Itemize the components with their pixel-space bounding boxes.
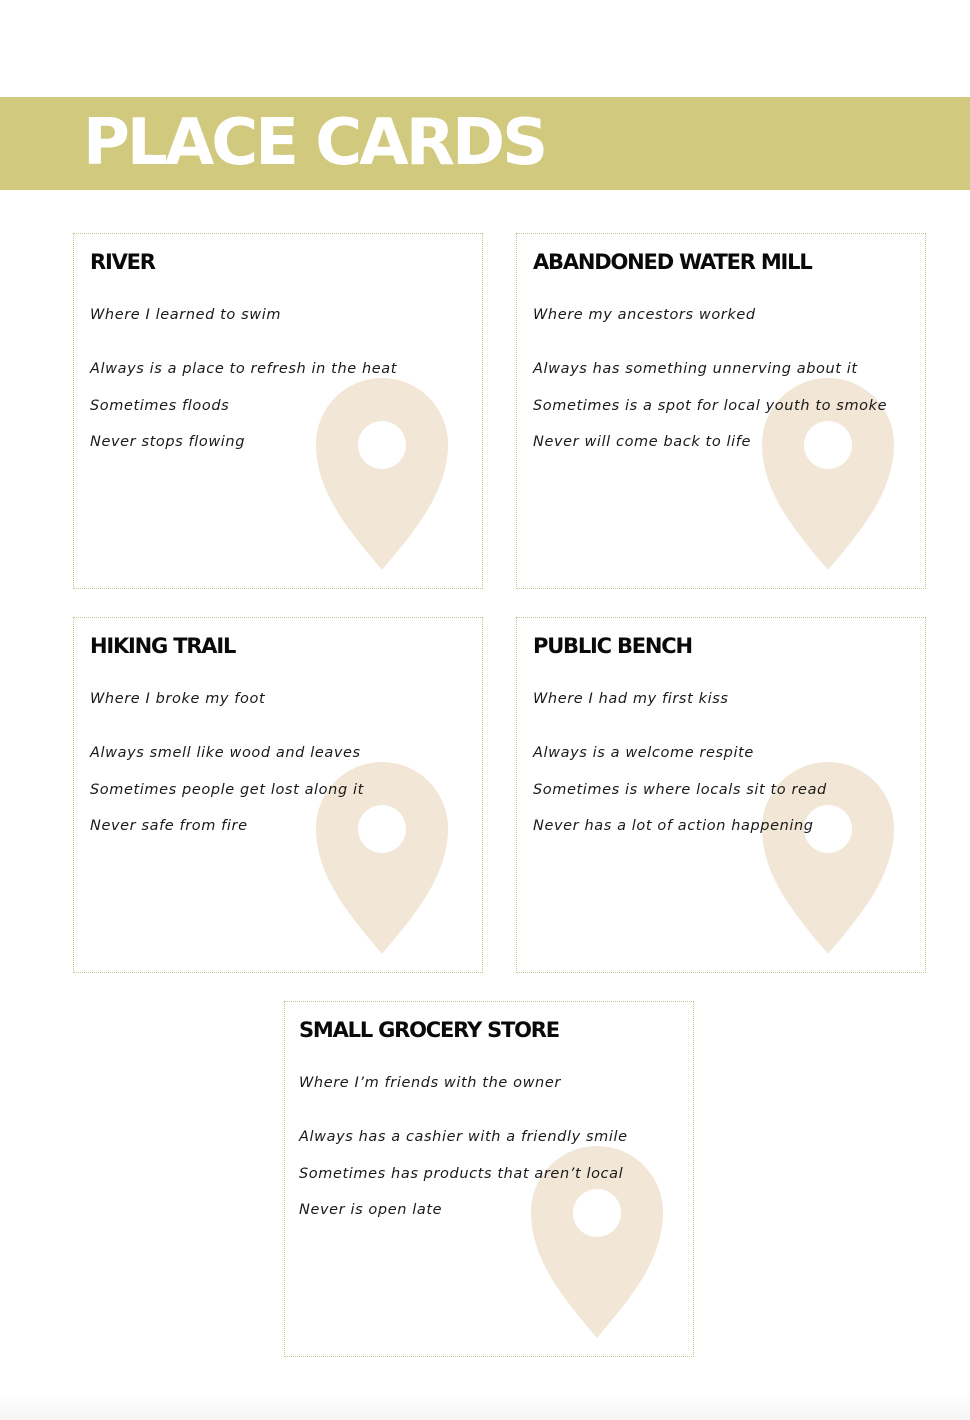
card-title: SMALL GROCERY STORE: [299, 1018, 559, 1042]
card-sometimes-text: Sometimes people get lost along it: [90, 782, 364, 798]
card-where-text: Where my ancestors worked: [533, 307, 756, 323]
card-never-text: Never safe from fire: [90, 818, 248, 834]
card-title: PUBLIC BENCH: [533, 634, 692, 658]
card-always-text: Always is a welcome respite: [533, 745, 754, 761]
card-sometimes-text: Sometimes floods: [90, 398, 230, 414]
card-where-text: Where I learned to swim: [90, 307, 282, 323]
card-never-text: Never will come back to life: [533, 434, 752, 450]
card-title: HIKING TRAIL: [90, 634, 236, 658]
card-title: ABANDONED WATER MILL: [533, 250, 812, 274]
page-title: PLACE CARDS: [83, 106, 546, 180]
place-card-public-bench: [516, 617, 926, 973]
card-where-text: Where I had my first kiss: [533, 691, 729, 707]
card-never-text: Never has a lot of action happening: [533, 818, 814, 834]
card-always-text: Always has a cashier with a friendly smile: [299, 1129, 628, 1145]
card-always-text: Always has something unnerving about it: [533, 361, 858, 377]
card-sometimes-text: Sometimes has products that aren’t local: [299, 1166, 624, 1182]
card-never-text: Never stops flowing: [90, 434, 246, 450]
location-pin-icon: [314, 376, 450, 570]
card-always-text: Always is a place to refresh in the heat: [90, 361, 398, 377]
place-card-river: [73, 233, 483, 589]
card-title: RIVER: [90, 250, 155, 274]
place-card-small-grocery-store: [284, 1001, 694, 1357]
card-always-text: Always smell like wood and leaves: [90, 745, 361, 761]
card-where-text: Where I broke my foot: [90, 691, 266, 707]
place-card-abandoned-water-mill: [516, 233, 926, 589]
title-banner: [0, 97, 970, 190]
place-card-hiking-trail: [73, 617, 483, 973]
page-bottom-edge: [0, 1392, 970, 1420]
card-sometimes-text: Sometimes is a spot for local youth to smoke: [533, 398, 888, 414]
card-sometimes-text: Sometimes is where locals sit to read: [533, 782, 827, 798]
card-where-text: Where I’m friends with the owner: [299, 1075, 561, 1091]
card-never-text: Never is open late: [299, 1202, 443, 1218]
